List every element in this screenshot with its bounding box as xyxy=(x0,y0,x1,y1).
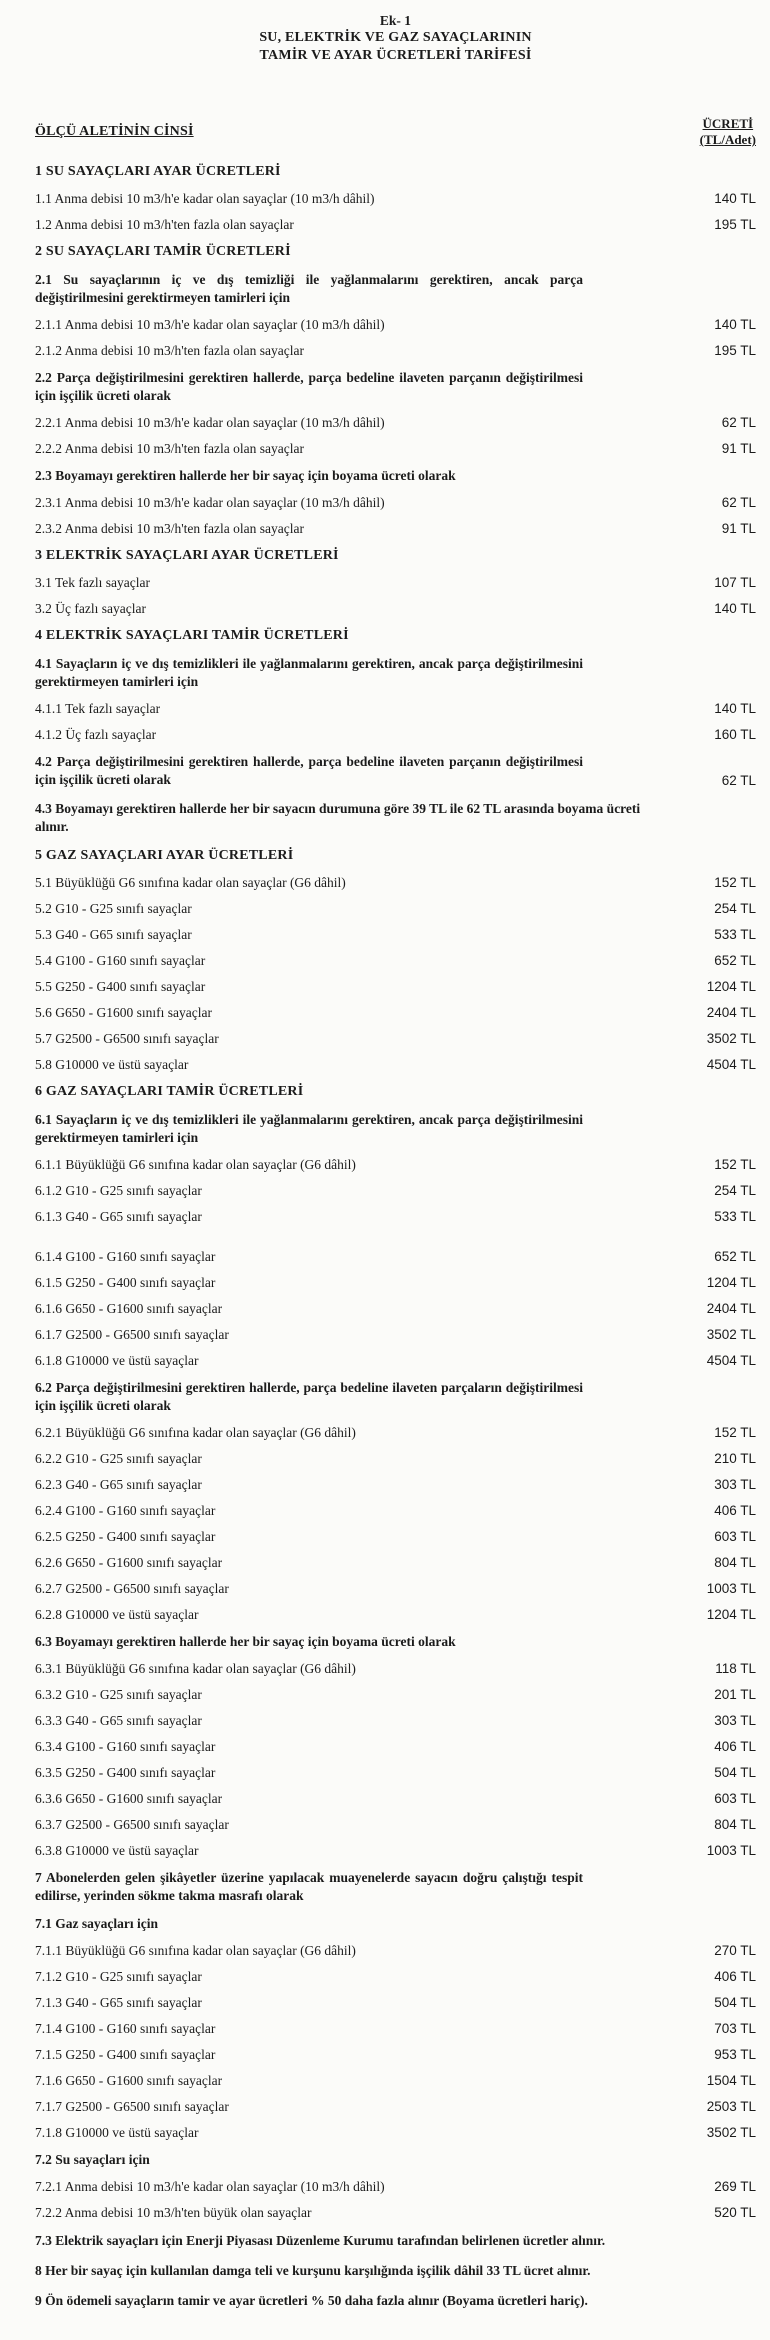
table-row xyxy=(35,462,756,490)
row-price: 91 TL xyxy=(721,521,756,536)
table-row xyxy=(35,1374,756,1420)
table-row xyxy=(35,266,756,312)
row-price: 152 TL xyxy=(714,1157,756,1172)
table-row xyxy=(35,186,756,212)
row-price: 195 TL xyxy=(714,217,756,232)
row-price: 303 TL xyxy=(714,1477,756,1492)
row-price: 406 TL xyxy=(714,1739,756,1754)
row-price: 1504 TL xyxy=(706,2073,756,2088)
row-price: 603 TL xyxy=(714,1529,756,1544)
table-row xyxy=(35,212,756,238)
row-price: 520 TL xyxy=(714,2205,756,2220)
row-price: 652 TL xyxy=(714,1249,756,1264)
row-price: 91 TL xyxy=(721,441,756,456)
row-price: 140 TL xyxy=(714,317,756,332)
table-row xyxy=(35,2016,756,2042)
table-row xyxy=(35,2068,756,2094)
row-price: 160 TL xyxy=(714,727,756,742)
row-price: 254 TL xyxy=(714,1183,756,1198)
table-row xyxy=(35,896,756,922)
table-row xyxy=(35,1270,756,1296)
table-row xyxy=(35,1734,756,1760)
row-description: 7.1.4 G100 - G160 sınıfı sayaçlar xyxy=(35,2021,216,2036)
row-price: 533 TL xyxy=(714,927,756,942)
row-description: 7.1.7 G2500 - G6500 sınıfı sayaçlar xyxy=(35,2099,229,2114)
row-description: 1.2 Anma debisi 10 m3/h'ten fazla olan sayaçlar xyxy=(35,217,294,232)
row-price: 2404 TL xyxy=(706,1005,756,1020)
row-price: 504 TL xyxy=(714,1765,756,1780)
row-description: 2.3.1 Anma debisi 10 m3/h'e kadar olan sayaçlar (10 m3/h dâhil) xyxy=(35,495,385,510)
row-price: 152 TL xyxy=(714,1425,756,1440)
row-description: 4.1.1 Tek fazlı sayaçlar xyxy=(35,701,161,716)
row-description: 2.3 Boyamayı gerektiren hallerde her bir sayaç için boyama ücreti olarak xyxy=(35,468,456,483)
table-row xyxy=(35,338,756,364)
table-row xyxy=(35,410,756,436)
table-row xyxy=(35,2042,756,2068)
table-row xyxy=(35,1152,756,1178)
row-price: 3502 TL xyxy=(706,2125,756,2140)
row-price: 504 TL xyxy=(714,1995,756,2010)
table-row xyxy=(35,650,756,696)
row-description: 5.8 G10000 ve üstü sayaçlar xyxy=(35,1057,189,1072)
row-price: 4504 TL xyxy=(706,1353,756,1368)
row-description: 4.1.2 Üç fazlı sayaçlar xyxy=(35,727,157,742)
row-description: 6.3.8 G10000 ve üstü sayaçlar xyxy=(35,1843,199,1858)
row-price: 804 TL xyxy=(714,1817,756,1832)
table-row xyxy=(35,1078,756,1106)
table-row xyxy=(35,2286,756,2316)
row-description: 6.1.8 G10000 ve üstü sayaçlar xyxy=(35,1353,199,1368)
row-description: 7.1.8 G10000 ve üstü sayaçlar xyxy=(35,2125,199,2140)
table-row xyxy=(35,748,756,794)
row-description: 2.2.2 Anma debisi 10 m3/h'ten fazla olan sayaçlar xyxy=(35,441,304,456)
row-price: 1204 TL xyxy=(706,979,756,994)
column-header-fee-unit: (TL/Adet) xyxy=(699,132,756,147)
table-row xyxy=(35,2120,756,2146)
row-description: 6.1.6 G650 - G1600 sınıfı sayaçlar xyxy=(35,1301,223,1316)
row-description: 4 ELEKTRİK SAYAÇLARI TAMİR ÜCRETLERİ xyxy=(35,628,349,643)
document-title-line-1: SU, ELEKTRİK VE GAZ SAYAÇLARININ xyxy=(259,30,532,45)
row-description: 1.1 Anma debisi 10 m3/h'e kadar olan sayaçlar (10 m3/h dâhil) xyxy=(35,191,375,206)
row-description: 6.2 Parça değiştirilmesini gerektiren hallerde, parça bedeline ilaveten parçaların değiştirilmesi için işçilik ücreti olarak xyxy=(35,1380,583,1413)
row-price: 1204 TL xyxy=(706,1275,756,1290)
table-row xyxy=(35,794,756,842)
row-description: 8 Her bir sayaç için kullanılan damga teli ve kurşunu karşılığında işçilik dâhil 33 TL ücret alınır. xyxy=(35,2263,591,2278)
table-row xyxy=(35,622,756,650)
table-row xyxy=(35,1472,756,1498)
table-row xyxy=(35,1498,756,1524)
table-row xyxy=(35,1682,756,1708)
row-description: 9 Ön ödemeli sayaçların tamir ve ayar ücretleri % 50 daha fazla alınır (Boyama ücretleri hariç). xyxy=(35,2293,588,2308)
row-description: 6.2.1 Büyüklüğü G6 sınıfına kadar olan sayaçlar (G6 dâhil) xyxy=(35,1425,356,1440)
row-description: 2.2 Parça değiştirilmesini gerektiren hallerde, parça bedeline ilaveten parçanın değiştirilmesi için işçilik ücreti olarak xyxy=(35,370,583,403)
table-row xyxy=(35,1000,756,1026)
row-description: 2.1.2 Anma debisi 10 m3/h'ten fazla olan sayaçlar xyxy=(35,343,304,358)
table-row xyxy=(35,2174,756,2200)
row-description: 3.1 Tek fazlı sayaçlar xyxy=(35,575,151,590)
row-price: 195 TL xyxy=(714,343,756,358)
row-description: 6.2.7 G2500 - G6500 sınıfı sayaçlar xyxy=(35,1581,229,1596)
row-price: 953 TL xyxy=(714,2047,756,2062)
table-row xyxy=(35,1322,756,1348)
table-row xyxy=(35,596,756,622)
table-row xyxy=(35,974,756,1000)
row-description: 7.1.3 G40 - G65 sınıfı sayaçlar xyxy=(35,1995,202,2010)
annex-label: Ek- 1 xyxy=(379,13,412,28)
row-price: 118 TL xyxy=(715,1661,756,1676)
row-description: 6.3.6 G650 - G1600 sınıfı sayaçlar xyxy=(35,1791,223,1806)
table-row xyxy=(35,1420,756,1446)
table-row xyxy=(35,1708,756,1734)
row-description: 5 GAZ SAYAÇLARI AYAR ÜCRETLERİ xyxy=(35,848,294,863)
row-description: 7.2.2 Anma debisi 10 m3/h'ten büyük olan sayaçlar xyxy=(35,2205,312,2220)
table-row xyxy=(35,1786,756,1812)
row-description: 6.1.3 G40 - G65 sınıfı sayaçlar xyxy=(35,1209,202,1224)
row-description: 5.6 G650 - G1600 sınıfı sayaçlar xyxy=(35,1005,212,1020)
row-description: 6.2.6 G650 - G1600 sınıfı sayaçlar xyxy=(35,1555,223,1570)
table-row xyxy=(35,312,756,338)
table-row xyxy=(35,1550,756,1576)
table-row xyxy=(35,1296,756,1322)
row-description: 6.1.2 G10 - G25 sınıfı sayaçlar xyxy=(35,1183,202,1198)
row-description: 7.1 Gaz sayaçları için xyxy=(35,1916,158,1931)
row-description: 7.1.2 G10 - G25 sınıfı sayaçlar xyxy=(35,1969,202,1984)
table-row xyxy=(35,1656,756,1682)
row-description: 7.1.5 G250 - G400 sınıfı sayaçlar xyxy=(35,2047,216,2062)
row-description: 6.1 Sayaçların iç ve dış temizlikleri ile yağlanmalarını gerektiren, ancak parça değiştirilmesini gerektirmeyen tamirleri için xyxy=(35,1112,583,1145)
row-price: 2503 TL xyxy=(706,2099,756,2114)
row-price: 152 TL xyxy=(714,875,756,890)
table-row xyxy=(35,238,756,266)
column-header-instrument-type: ÖLÇÜ ALETİNİN CİNSİ xyxy=(35,124,194,139)
table-row xyxy=(35,1964,756,1990)
row-description: 3 ELEKTRİK SAYAÇLARI AYAR ÜCRETLERİ xyxy=(35,548,339,563)
row-description: 6.3.5 G250 - G400 sınıfı sayaçlar xyxy=(35,1765,216,1780)
document-header xyxy=(35,10,756,64)
table-row xyxy=(35,1178,756,1204)
row-price: 804 TL xyxy=(714,1555,756,1570)
table-column-headers xyxy=(35,116,756,148)
table-row xyxy=(35,1106,756,1152)
table-row xyxy=(35,364,756,410)
table-row xyxy=(35,2256,756,2286)
row-description: 6.2.8 G10000 ve üstü sayaçlar xyxy=(35,1607,199,1622)
table-row xyxy=(35,842,756,870)
row-description: 6 GAZ SAYAÇLARI TAMİR ÜCRETLERİ xyxy=(35,1084,304,1099)
row-price: 3502 TL xyxy=(706,1031,756,1046)
table-row xyxy=(35,1910,756,1938)
row-price: 107 TL xyxy=(714,575,756,590)
row-description: 6.3.2 G10 - G25 sınıfı sayaçlar xyxy=(35,1687,202,1702)
row-price: 533 TL xyxy=(714,1209,756,1224)
table-row xyxy=(35,696,756,722)
row-description: 6.1.4 G100 - G160 sınıfı sayaçlar xyxy=(35,1249,216,1264)
row-description: 7.3 Elektrik sayaçları için Enerji Piyasası Düzenleme Kurumu tarafından belirlenen ücretler alınır. xyxy=(35,2233,606,2248)
row-description: 7.1.1 Büyüklüğü G6 sınıfına kadar olan sayaçlar (G6 dâhil) xyxy=(35,1943,356,1958)
row-price: 3502 TL xyxy=(706,1327,756,1342)
row-description: 6.1.1 Büyüklüğü G6 sınıfına kadar olan sayaçlar (G6 dâhil) xyxy=(35,1157,356,1172)
row-description: 5.1 Büyüklüğü G6 sınıfına kadar olan sayaçlar (G6 dâhil) xyxy=(35,875,346,890)
row-description: 2.3.2 Anma debisi 10 m3/h'ten fazla olan sayaçlar xyxy=(35,521,304,536)
row-description: 7.2.1 Anma debisi 10 m3/h'e kadar olan sayaçlar (10 m3/h dâhil) xyxy=(35,2179,385,2194)
table-row xyxy=(35,1838,756,1864)
row-description: 6.3.3 G40 - G65 sınıfı sayaçlar xyxy=(35,1713,202,1728)
row-description: 5.2 G10 - G25 sınıfı sayaçlar xyxy=(35,901,192,916)
row-description: 6.2.5 G250 - G400 sınıfı sayaçlar xyxy=(35,1529,216,1544)
table-row xyxy=(35,2226,756,2256)
table-row xyxy=(35,722,756,748)
row-description: 5.5 G250 - G400 sınıfı sayaçlar xyxy=(35,979,206,994)
row-description: 6.3.7 G2500 - G6500 sınıfı sayaçlar xyxy=(35,1817,229,1832)
row-description: 5.4 G100 - G160 sınıfı sayaçlar xyxy=(35,953,206,968)
column-header-fee xyxy=(700,116,756,148)
row-description: 2.1.1 Anma debisi 10 m3/h'e kadar olan sayaçlar (10 m3/h dâhil) xyxy=(35,317,385,332)
row-price: 1003 TL xyxy=(706,1581,756,1596)
row-price: 269 TL xyxy=(714,2179,756,2194)
row-description: 6.3.4 G100 - G160 sınıfı sayaçlar xyxy=(35,1739,216,1754)
row-price: 603 TL xyxy=(714,1791,756,1806)
row-description: 2.2.1 Anma debisi 10 m3/h'e kadar olan sayaçlar (10 m3/h dâhil) xyxy=(35,415,385,430)
table-row xyxy=(35,2200,756,2226)
row-description: 5.3 G40 - G65 sınıfı sayaçlar xyxy=(35,927,192,942)
row-price: 62 TL xyxy=(721,773,756,788)
row-description: 4.1 Sayaçların iç ve dış temizlikleri ile yağlanmalarını gerektiren, ancak parça değiştirilmesini gerektirmeyen tamirleri için xyxy=(35,656,583,689)
table-row xyxy=(35,1026,756,1052)
row-description: 6.2.3 G40 - G65 sınıfı sayaçlar xyxy=(35,1477,202,1492)
table-row xyxy=(35,1990,756,2016)
table-row xyxy=(35,1812,756,1838)
row-price: 270 TL xyxy=(714,1943,756,1958)
row-price: 703 TL xyxy=(714,2021,756,2036)
table-row xyxy=(35,1576,756,1602)
row-description: 4.2 Parça değiştirilmesini gerektiren hallerde, parça bedeline ilaveten parçanın değiştirilmesi için işçilik ücreti olarak xyxy=(35,754,583,787)
table-row xyxy=(35,1760,756,1786)
row-price: 62 TL xyxy=(721,495,756,510)
table-row xyxy=(35,1348,756,1374)
table-row xyxy=(35,1628,756,1656)
column-header-fee-label: ÜCRETİ xyxy=(702,116,754,131)
row-description: 3.2 Üç fazlı sayaçlar xyxy=(35,601,146,616)
row-price: 4504 TL xyxy=(706,1057,756,1072)
table-row xyxy=(35,948,756,974)
table-row xyxy=(35,1602,756,1628)
row-price: 62 TL xyxy=(721,415,756,430)
row-description: 6.3 Boyamayı gerektiren hallerde her bir sayaç için boyama ücreti olarak xyxy=(35,1634,456,1649)
row-price: 1204 TL xyxy=(706,1607,756,1622)
row-description: 4.3 Boyamayı gerektiren hallerde her bir sayacın durumuna göre 39 TL ile 62 TL arasında boyama ücreti alınır. xyxy=(35,801,641,834)
row-price: 201 TL xyxy=(714,1687,756,1702)
row-description: 2 SU SAYAÇLARI TAMİR ÜCRETLERİ xyxy=(35,244,291,259)
table-row xyxy=(35,1204,756,1230)
table-row xyxy=(35,490,756,516)
row-price: 2404 TL xyxy=(706,1301,756,1316)
table-row xyxy=(35,2146,756,2174)
table-row xyxy=(35,1524,756,1550)
table-row xyxy=(35,1244,756,1270)
row-price: 303 TL xyxy=(714,1713,756,1728)
row-price: 140 TL xyxy=(714,701,756,716)
row-description: 2.1 Su sayaçlarının iç ve dış temizliği ile yağlanmalarını gerektiren, ancak parça değiştirilmesini gerektirmeyen tamirleri için xyxy=(35,272,583,305)
row-price: 140 TL xyxy=(714,191,756,206)
table-row xyxy=(35,158,756,186)
table-row xyxy=(35,2094,756,2120)
row-description: 5.7 G2500 - G6500 sınıfı sayaçlar xyxy=(35,1031,219,1046)
row-description: 6.1.5 G250 - G400 sınıfı sayaçlar xyxy=(35,1275,216,1290)
tariff-table xyxy=(35,158,756,2316)
table-row xyxy=(35,1446,756,1472)
table-row xyxy=(35,516,756,542)
row-price: 1003 TL xyxy=(706,1843,756,1858)
table-row xyxy=(35,436,756,462)
table-row xyxy=(35,542,756,570)
row-price: 254 TL xyxy=(714,901,756,916)
table-row xyxy=(35,922,756,948)
table-row xyxy=(35,570,756,596)
row-price: 406 TL xyxy=(714,1503,756,1518)
row-description: 6.2.2 G10 - G25 sınıfı sayaçlar xyxy=(35,1451,202,1466)
row-description: 1 SU SAYAÇLARI AYAR ÜCRETLERİ xyxy=(35,164,281,179)
table-row xyxy=(35,1864,756,1910)
table-row xyxy=(35,870,756,896)
table-row xyxy=(35,1052,756,1078)
row-price: 210 TL xyxy=(714,1451,756,1466)
row-description: 7.1.6 G650 - G1600 sınıfı sayaçlar xyxy=(35,2073,223,2088)
table-row xyxy=(35,1938,756,1964)
document-title-line-2: TAMİR VE AYAR ÜCRETLERİ TARİFESİ xyxy=(259,47,532,63)
row-description: 7 Abonelerden gelen şikâyetler üzerine yapılacak muayenelerde sayacın doğru çalıştığı tespit edilirse, yerinden sökme takma masrafı olarak xyxy=(35,1870,583,1903)
row-price: 406 TL xyxy=(714,1969,756,1984)
row-description: 6.1.7 G2500 - G6500 sınıfı sayaçlar xyxy=(35,1327,229,1342)
row-description: 7.2 Su sayaçları için xyxy=(35,2152,150,2167)
row-description: 6.3.1 Büyüklüğü G6 sınıfına kadar olan sayaçlar (G6 dâhil) xyxy=(35,1661,356,1676)
row-description: 6.2.4 G100 - G160 sınıfı sayaçlar xyxy=(35,1503,216,1518)
row-price: 652 TL xyxy=(714,953,756,968)
row-price: 140 TL xyxy=(714,601,756,616)
